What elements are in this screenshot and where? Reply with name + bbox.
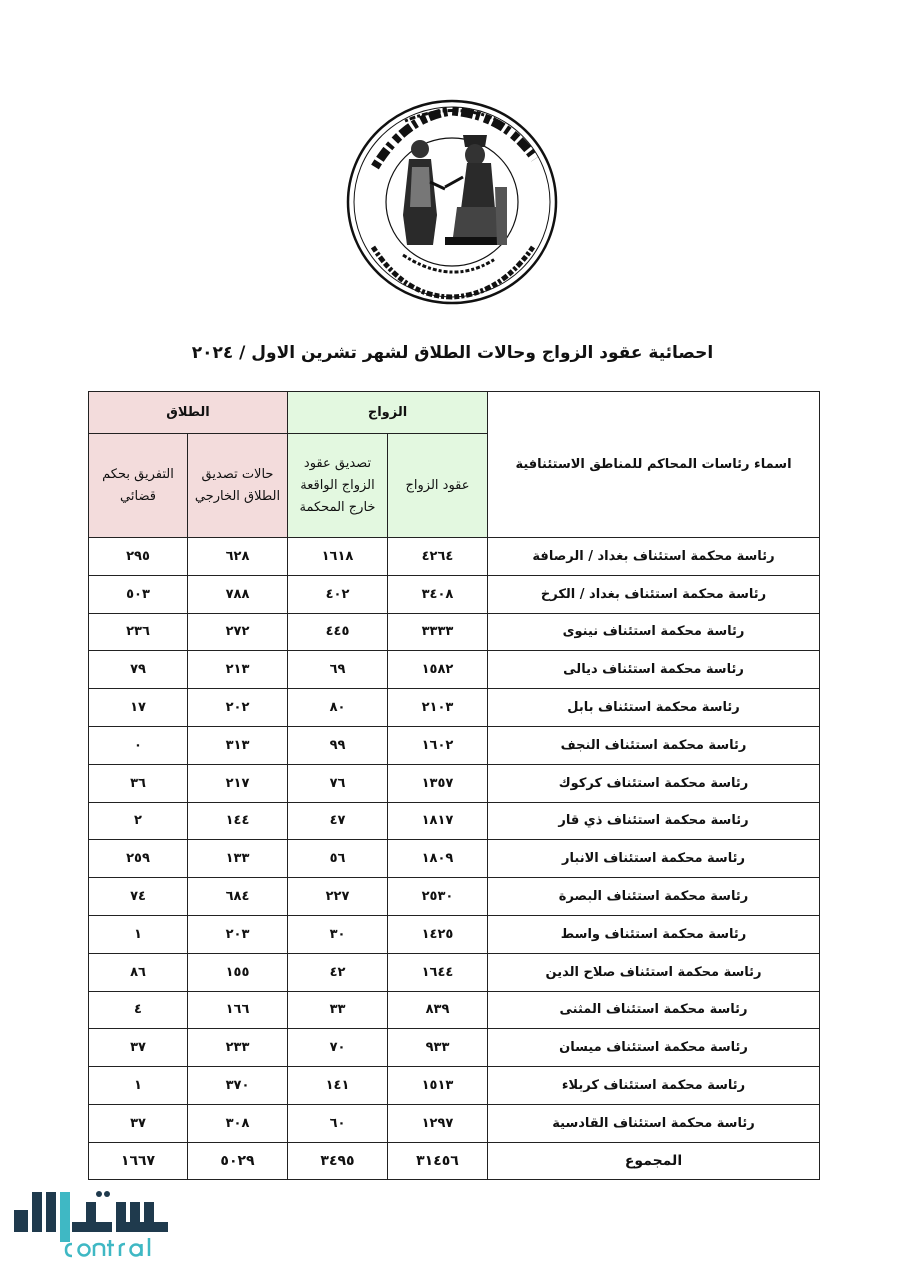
judicial-separation-header: التفريق بحكم قضائي bbox=[89, 434, 188, 538]
table-row bbox=[89, 689, 820, 727]
divorce-external-cell: ١٦٦ bbox=[188, 991, 288, 1029]
divorce-external-header: حالات تصديق الطلاق الخارجي bbox=[188, 434, 288, 538]
court-name-cell: رئاسة محكمة استئناف ديالى bbox=[488, 651, 820, 689]
marriage-contracts-cell: ٢٥٣٠ bbox=[388, 878, 488, 916]
judicial-separation-cell: ٠ bbox=[89, 726, 188, 764]
court-name-cell: رئاسة محكمة استئناف النجف bbox=[488, 726, 820, 764]
court-name-cell: رئاسة محكمة استئناف البصرة bbox=[488, 878, 820, 916]
divorce-external-cell: ٣١٣ bbox=[188, 726, 288, 764]
marriage-contracts-cell: ٣٤٠٨ bbox=[388, 575, 488, 613]
court-name-cell: رئاسة محكمة استئناف ذي قار bbox=[488, 802, 820, 840]
judicial-separation-cell: ٣٦ bbox=[89, 764, 188, 802]
court-name-cell: رئاسة محكمة استئناف كركوك bbox=[488, 764, 820, 802]
table-row bbox=[89, 575, 820, 613]
court-name-cell: رئاسة محكمة استئناف المثنى bbox=[488, 991, 820, 1029]
judicial-separation-cell: ٣٧ bbox=[89, 1104, 188, 1142]
divorce-external-cell: ٣٧٠ bbox=[188, 1067, 288, 1105]
judicial-separation-cell: ٢٣٦ bbox=[89, 613, 188, 651]
courts-column-header: اسماء رئاسات المحاكم للمناطق الاستئنافية bbox=[488, 392, 820, 538]
marriage-contracts-cell: ٩٣٣ bbox=[388, 1029, 488, 1067]
table-row bbox=[89, 1029, 820, 1067]
court-name-cell: رئاسة محكمة استئناف بغداد / الرصافة bbox=[488, 538, 820, 576]
marriage-contracts-header: عقود الزواج bbox=[388, 434, 488, 538]
judicial-separation-cell: ٤ bbox=[89, 991, 188, 1029]
divorce-group-header: الطلاق bbox=[89, 392, 288, 434]
court-name-cell: رئاسة محكمة استئناف ميسان bbox=[488, 1029, 820, 1067]
divorce-external-cell: ٧٨٨ bbox=[188, 575, 288, 613]
table-row bbox=[89, 878, 820, 916]
table-row bbox=[89, 538, 820, 576]
table-row bbox=[89, 840, 820, 878]
marriage-ratified-cell: ٣٣ bbox=[288, 991, 388, 1029]
marriage-contracts-cell: ١٣٥٧ bbox=[388, 764, 488, 802]
marriage-ratified-cell: ٩٩ bbox=[288, 726, 388, 764]
divorce-external-cell: ٢٠٢ bbox=[188, 689, 288, 727]
judicial-separation-cell: ٧٩ bbox=[89, 651, 188, 689]
divorce-external-cell: ١٣٣ bbox=[188, 840, 288, 878]
court-name-cell: رئاسة محكمة استئناف بابل bbox=[488, 689, 820, 727]
table-row bbox=[89, 726, 820, 764]
page-title: احصائية عقود الزواج وحالات الطلاق لشهر تشرين الاول / ٢٠٢٤ bbox=[191, 343, 714, 363]
table-body bbox=[89, 538, 820, 1143]
total-label: المجموع bbox=[488, 1142, 820, 1179]
marriage-ratified-cell: ١٦١٨ bbox=[288, 538, 388, 576]
table-row bbox=[89, 953, 820, 991]
marriage-contracts-cell: ١٢٩٧ bbox=[388, 1104, 488, 1142]
court-name-cell: رئاسة محكمة استئناف القادسية bbox=[488, 1104, 820, 1142]
total-contracts: ٣١٤٥٦ bbox=[388, 1142, 488, 1179]
table-row bbox=[89, 613, 820, 651]
divorce-external-cell: ٦٨٤ bbox=[188, 878, 288, 916]
marriage-contracts-cell: ١٤٢٥ bbox=[388, 915, 488, 953]
marriage-ratified-cell: ٣٠ bbox=[288, 915, 388, 953]
marriage-contracts-cell: ١٦٠٢ bbox=[388, 726, 488, 764]
marriage-ratified-cell: ٤٢ bbox=[288, 953, 388, 991]
total-ratified: ٣٤٩٥ bbox=[288, 1142, 388, 1179]
marriage-ratified-cell: ٤٤٥ bbox=[288, 613, 388, 651]
marriage-ratified-cell: ٤٠٢ bbox=[288, 575, 388, 613]
table-row bbox=[89, 651, 820, 689]
table-row bbox=[89, 991, 820, 1029]
court-name-cell: رئاسة محكمة استئناف الانبار bbox=[488, 840, 820, 878]
divorce-external-cell: ٢٣٣ bbox=[188, 1029, 288, 1067]
marriage-contracts-cell: ٢١٠٣ bbox=[388, 689, 488, 727]
judicial-separation-cell: ١ bbox=[89, 915, 188, 953]
marriage-ratified-cell: ٤٧ bbox=[288, 802, 388, 840]
marriage-contracts-cell: ١٥٨٢ bbox=[388, 651, 488, 689]
marriage-contracts-cell: ١٦٤٤ bbox=[388, 953, 488, 991]
marriage-ratified-cell: ٧٠ bbox=[288, 1029, 388, 1067]
central-brand-logo bbox=[12, 1188, 172, 1258]
divorce-external-cell: ٣٠٨ bbox=[188, 1104, 288, 1142]
judicial-separation-cell: ٢ bbox=[89, 802, 188, 840]
marriage-ratified-cell: ٢٢٧ bbox=[288, 878, 388, 916]
marriage-ratified-cell: ١٤١ bbox=[288, 1067, 388, 1105]
court-name-cell: رئاسة محكمة استئناف صلاح الدين bbox=[488, 953, 820, 991]
marriage-contracts-cell: ١٨٠٩ bbox=[388, 840, 488, 878]
court-name-cell: رئاسة محكمة استئناف واسط bbox=[488, 915, 820, 953]
supreme-judicial-council-seal bbox=[345, 97, 560, 307]
marriage-ratified-header: تصديق عقود الزواج الواقعة خارج المحكمة bbox=[288, 434, 388, 538]
divorce-external-cell: ١٥٥ bbox=[188, 953, 288, 991]
table-row bbox=[89, 1104, 820, 1142]
judicial-separation-cell: ١٧ bbox=[89, 689, 188, 727]
court-name-cell: رئاسة محكمة استئناف بغداد / الكرخ bbox=[488, 575, 820, 613]
judicial-separation-cell: ٥٠٣ bbox=[89, 575, 188, 613]
marriage-contracts-cell: ٨٣٩ bbox=[388, 991, 488, 1029]
total-row bbox=[89, 1142, 820, 1179]
judicial-separation-cell: ٨٦ bbox=[89, 953, 188, 991]
marriage-contracts-cell: ١٥١٣ bbox=[388, 1067, 488, 1105]
table-row bbox=[89, 764, 820, 802]
court-name-cell: رئاسة محكمة استئناف نينوى bbox=[488, 613, 820, 651]
judicial-separation-cell: ٣٧ bbox=[89, 1029, 188, 1067]
table-row bbox=[89, 1067, 820, 1105]
statistics-table bbox=[88, 391, 820, 1180]
divorce-external-cell: ٢١٣ bbox=[188, 651, 288, 689]
total-separation: ١٦٦٧ bbox=[89, 1142, 188, 1179]
marriage-group-header: الزواج bbox=[288, 392, 488, 434]
judicial-separation-cell: ٢٩٥ bbox=[89, 538, 188, 576]
divorce-external-cell: ٢٧٢ bbox=[188, 613, 288, 651]
total-divorce-external: ٥٠٢٩ bbox=[188, 1142, 288, 1179]
divorce-external-cell: ١٤٤ bbox=[188, 802, 288, 840]
divorce-external-cell: ٦٢٨ bbox=[188, 538, 288, 576]
marriage-contracts-cell: ٣٣٣٣ bbox=[388, 613, 488, 651]
judicial-separation-cell: ٢٥٩ bbox=[89, 840, 188, 878]
judicial-separation-cell: ١ bbox=[89, 1067, 188, 1105]
judicial-separation-cell: ٧٤ bbox=[89, 878, 188, 916]
marriage-ratified-cell: ٥٦ bbox=[288, 840, 388, 878]
marriage-ratified-cell: ٦٩ bbox=[288, 651, 388, 689]
marriage-ratified-cell: ٧٦ bbox=[288, 764, 388, 802]
table-row bbox=[89, 915, 820, 953]
court-name-cell: رئاسة محكمة استئناف كربلاء bbox=[488, 1067, 820, 1105]
divorce-external-cell: ٢٠٣ bbox=[188, 915, 288, 953]
marriage-contracts-cell: ٤٢٦٤ bbox=[388, 538, 488, 576]
divorce-external-cell: ٢١٧ bbox=[188, 764, 288, 802]
table-row bbox=[89, 802, 820, 840]
marriage-ratified-cell: ٦٠ bbox=[288, 1104, 388, 1142]
marriage-contracts-cell: ١٨١٧ bbox=[388, 802, 488, 840]
marriage-ratified-cell: ٨٠ bbox=[288, 689, 388, 727]
